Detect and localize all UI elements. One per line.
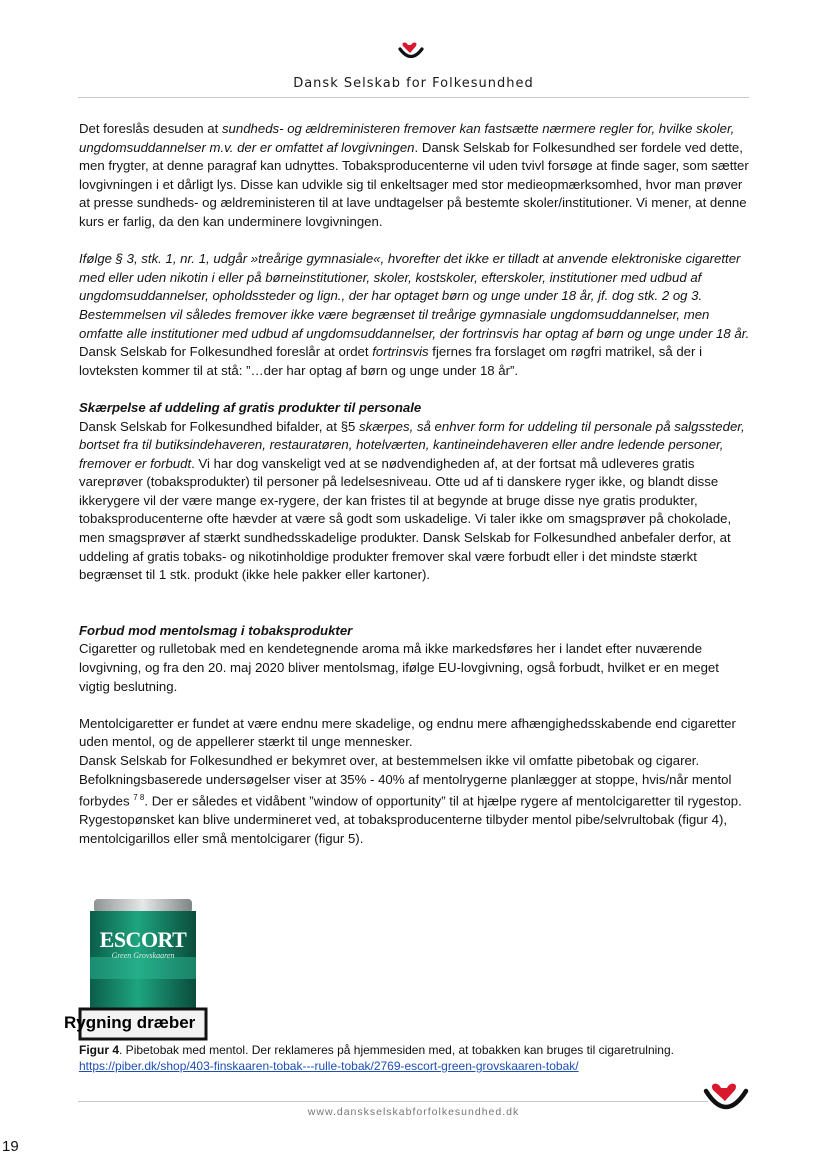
section-heading: Skærpelse af uddeling af gratis produkter til personale xyxy=(79,399,422,415)
figure-caption: Figur 4. Pibetobak med mentol. Der reklameres på hjemmesiden med, at tobakken kan bruges til cigaretrulning. https://piber.dk/shop/403-finskaaren-tobak---rulle-tobak/2769-escort-green-grovskaaren-tobak/ xyxy=(79,1042,759,1074)
brand-label: ESCORT xyxy=(99,927,187,952)
page-number: 19 xyxy=(2,1138,19,1155)
footer-divider xyxy=(78,1101,708,1102)
paragraph: Dansk Selskab for Folkesundhed bifalder, at §5 skærpes, så enhver form for uddeling til personale på salgssteder, bortset fra til butiksindehaveren, restauratøren, hotelværten, kantineindehaveren eller andre ledende personer, fremover er forbudt. Vi har dog vanskeligt ved at se nødvendigheden af, at der fortsat må udleveres gratis vareprøver (tobaksprodukter) til personer på ledelsesniveau. Otte ud af ti danskere ryger ikke, og blandt disse ikkerygere vil der være mange ex-rygere, der kan fristes til at begynde at bruge disse nye gratis produkter, tobaksproducenterne ofte hævder at være så godt som uskadelige. Vi taler ikke om smagsprøver på chokolade, men smagsprøver af stærkt sundhedsskadelige produkter. Dansk Selskab for Folkesundhed anbefaler derfor, at uddeling af gratis tobaks- og nikotinholdige produkter fremover skal være forbudt eller i det mindste stærkt begrænset til 1 stk. produkt (ikke hele pakker eller kartoner). xyxy=(79,418,745,583)
header-divider xyxy=(78,97,749,98)
footnote-ref: 7 8 xyxy=(133,793,145,803)
org-name: Dansk Selskab for Folkesundhed xyxy=(293,76,534,91)
heart-smile-logo-icon xyxy=(397,40,425,66)
tobacco-tin-photo xyxy=(64,897,206,1039)
footer-url: www.danskselskabforfolkesundhed.dk xyxy=(307,1106,520,1118)
paragraph: Cigaretter og rulletobak med en kendetegnende aroma må ikke markedsføres her i landet efter nuværende lovgivning, og fra den 20. maj 2020 bliver mentolsmag, ifølge EU-lovgivning, også forbudt, hvilket er en meget vigtig beslutning. xyxy=(79,641,719,694)
paragraph: Det foreslås desuden at sundheds- og ældreministeren fremover kan fastsætte nærmere regler for, hvilke skoler, ungdomsuddannelser m.v. der er omfattet af lovgivningen. Dansk Selskab for Folkesundhed ser fordele ved dette, men frygter, at denne paragraf kan udnyttes. Tobaksproducenterne vil uden tvivl forsøge at finde sager, som sætter lovgivningen i et dårligt lys. Disse kan udvikle sig til enkeltsager med stor medieopmærksomhed, hvor man prøver at presse sundheds- og ældreministeren til at lave undtagelser på bestemte skoler/institutioner. Vi mener, at denne kurs er farlig, da den kan underminere lovgivningen. xyxy=(79,121,749,229)
health-warning: Rygning dræber xyxy=(64,1013,196,1032)
brand-subline: Green Grovskaaren xyxy=(111,951,175,960)
paragraph: Dansk Selskab for Folkesundhed er bekymret over, at bestemmelsen ikke vil omfatte pibetobak og cigarer. Befolkningsbaserede undersøgelser viser at 35% - 40% af mentolrygerne planlægger at stoppe, hvis/når mentol forbydes $^{7 8}$. Der er således et vidåbent ”window of opportunity” til at hjælpe rygere af mentolcigaretter til rygestop. Rygestopønsket kan blive undermineret ved, at tobaksproducenterne tilbyder mentol pibe/selvrultobak (figur 4), mentolcigarillos eller små mentolcigarer (figur 5). xyxy=(79,753,742,846)
paragraph: Ifølge § 3, stk. 1, nr. 1, udgår »treårige gymnasiale«, hvorefter det ikke er tilladt at anvende elektroniske cigaretter med eller uden nikotin i eller på børneinstitutioner, skoler, kostskoler, efterskoler, institutioner med udbud af ungdomsuddannelser, opholdssteder og lign., der har optaget børn og unge under 18 år, jf. dog stk. 2 og 3. Bestemmelsen vil således fremover ikke være begrænset til treårige gymnasiale ungdomsuddannelser, men omfatte alle institutioner med udbud af ungdomsuddannelser, der fortrinsvis har optag af børn og unge under 18 år. xyxy=(79,251,750,341)
document-body xyxy=(79,120,751,848)
section-heading: Forbud mod mentolsmag i tobaksprodukter xyxy=(79,622,353,638)
paragraph: Mentolcigaretter er fundet at være endnu mere skadelige, og endnu mere afhængighedsskabende end cigaretter uden mentol, og de appellerer stærkt til unge mennesker. xyxy=(79,715,736,750)
source-link[interactable]: https://piber.dk/shop/403-finskaaren-tobak---rulle-tobak/2769-escort-green-grovskaaren-tobak/ xyxy=(79,1059,579,1073)
paragraph: Dansk Selskab for Folkesundhed foreslår at ordet fortrinsvis fjernes fra forslaget om røgfri matrikel, så der i lovteksten kommer til at stå: ”…der har optag af børn og unge under 18 år”. xyxy=(79,344,702,378)
